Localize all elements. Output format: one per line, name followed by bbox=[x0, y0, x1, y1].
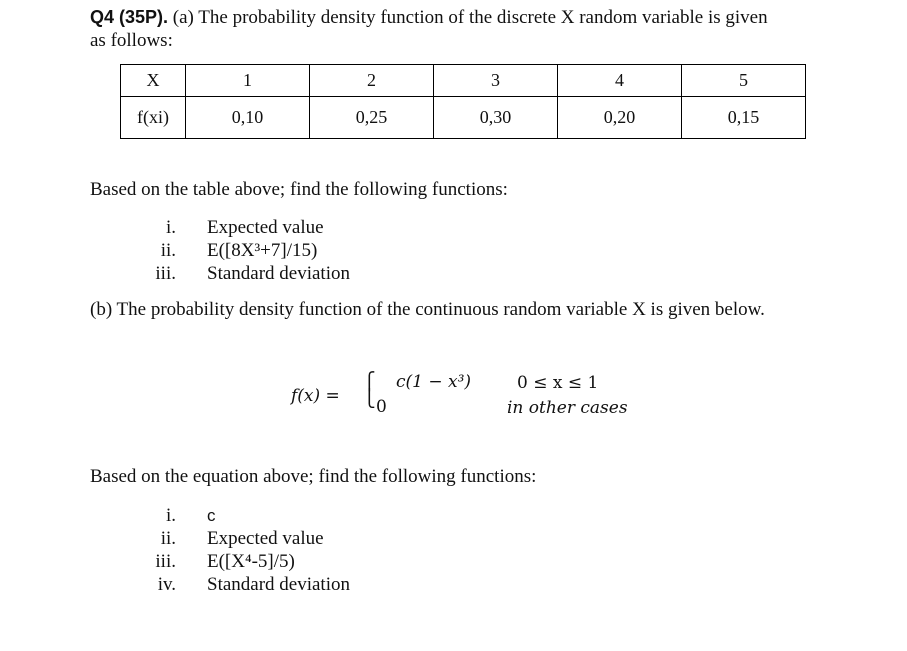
equation-lhs: f(x) = bbox=[291, 386, 340, 406]
question-number: Q4 (35P). bbox=[90, 7, 169, 27]
equation-brace-bottom: ⎩ bbox=[363, 389, 376, 409]
list-item-text: E([X⁴-5]/5) bbox=[207, 551, 295, 572]
table-cell: 0,10 bbox=[186, 97, 310, 139]
part-b-intro: (b) The probability density function of the continuous random variable X is given below. bbox=[90, 299, 765, 320]
equation-case2-condition: in other cases bbox=[507, 398, 628, 418]
equation-brace-top: ⎧ bbox=[363, 372, 376, 392]
table-value-row bbox=[121, 97, 806, 139]
equation-case2-expression: 0 bbox=[376, 397, 387, 417]
table-header-row bbox=[121, 65, 806, 97]
equation-case1-expression: c(1 − x³) bbox=[396, 372, 472, 392]
list-item-text: c bbox=[207, 506, 216, 525]
list-item-text: Expected value bbox=[207, 528, 324, 549]
list-item-number: iii. bbox=[155, 263, 176, 284]
list-item-text: E([8X³+7]/15) bbox=[207, 240, 318, 261]
part-a-intro-line1: (a) The probability density function of the discrete X random variable is given bbox=[172, 7, 768, 28]
list-item-number: iv. bbox=[157, 574, 176, 595]
part-a-lead: Based on the table above; find the following functions: bbox=[90, 179, 508, 200]
table-cell: 1 bbox=[186, 65, 310, 97]
table-cell: 0,15 bbox=[682, 97, 806, 139]
list-item-number: iii. bbox=[155, 551, 176, 572]
list-item-text: Standard deviation bbox=[207, 263, 350, 284]
table-cell: 2 bbox=[310, 65, 434, 97]
list-item-number: i. bbox=[165, 217, 176, 238]
list-item-text: Expected value bbox=[207, 217, 324, 238]
list-item-number: i. bbox=[165, 505, 176, 526]
table-cell: 3 bbox=[434, 65, 558, 97]
table-cell: 0,30 bbox=[434, 97, 558, 139]
table-cell: 4 bbox=[558, 65, 682, 97]
table-cell: X bbox=[121, 65, 186, 97]
table-cell: 5 bbox=[682, 65, 806, 97]
probability-table bbox=[120, 64, 806, 139]
equation-case1-condition: 0 ≤ x ≤ 1 bbox=[517, 373, 599, 393]
table-cell: 0,20 bbox=[558, 97, 682, 139]
part-a-intro-line2: as follows: bbox=[90, 30, 173, 51]
part-b-lead: Based on the equation above; find the following functions: bbox=[90, 466, 537, 487]
question-heading bbox=[90, 6, 768, 29]
list-item-text: Standard deviation bbox=[207, 574, 350, 595]
table-cell: 0,25 bbox=[310, 97, 434, 139]
table-cell: f(xi) bbox=[121, 97, 186, 139]
list-item-number: ii. bbox=[160, 528, 176, 549]
list-item-number: ii. bbox=[160, 240, 176, 261]
